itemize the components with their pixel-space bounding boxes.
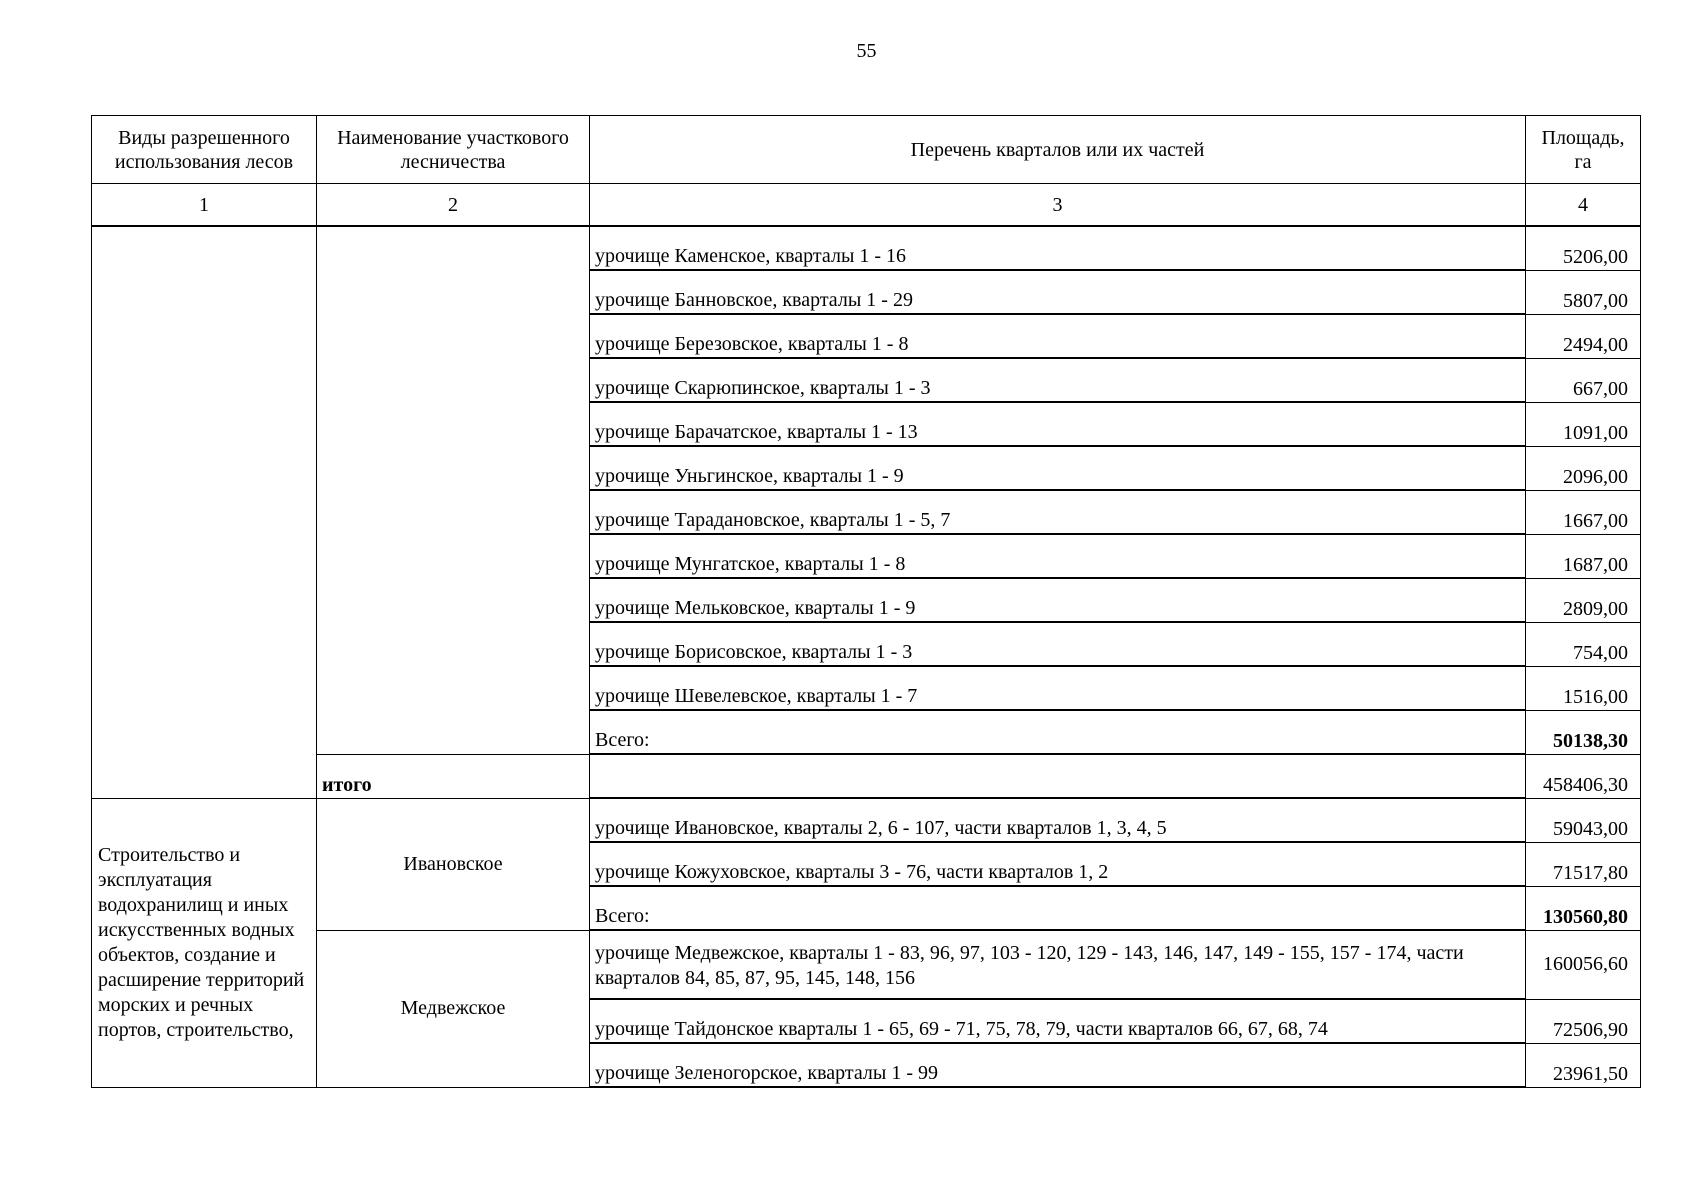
- subtotal-area: 130560,80: [1526, 886, 1641, 930]
- grand-total-empty: [590, 754, 1526, 798]
- area-cell: 1667,00: [1526, 490, 1641, 534]
- column-number-row: [92, 184, 1641, 227]
- quarters-cell: урочище Уньгинское, кварталы 1 - 9: [590, 446, 1526, 490]
- header-quarters-list: Перечень кварталов или их частей: [590, 116, 1526, 184]
- quarters-cell: урочище Ивановское, кварталы 2, 6 - 107, части кварталов 1, 3, 4, 5: [590, 798, 1526, 842]
- use-type-cell: [92, 226, 317, 798]
- quarters-cell: урочище Медвежское, кварталы 1 - 83, 96, 97, 103 - 120, 129 - 143, 146, 147, 149 - 155, 157 - 174, части кварталов 84, 85, 87, 95, 145, 148, 156: [590, 930, 1526, 999]
- grand-total-row: [92, 754, 1641, 798]
- forestry-name-cell: [317, 226, 590, 754]
- forest-quarters-table: [91, 115, 1641, 1088]
- area-cell: 667,00: [1526, 358, 1641, 402]
- area-cell: 59043,00: [1526, 798, 1641, 842]
- area-cell: 160056,60: [1526, 930, 1641, 999]
- area-cell: 2809,00: [1526, 578, 1641, 622]
- header-forestry-name: Наименование участкового лесничества: [317, 116, 590, 184]
- subtotal-area: 50138,30: [1526, 710, 1641, 754]
- quarters-cell: урочище Мунгатское, кварталы 1 - 8: [590, 534, 1526, 578]
- area-cell: 23961,50: [1526, 1043, 1641, 1087]
- area-cell: 1091,00: [1526, 402, 1641, 446]
- quarters-cell: урочище Тарадановское, кварталы 1 - 5, 7: [590, 490, 1526, 534]
- area-cell: 5206,00: [1526, 226, 1641, 270]
- quarters-cell: урочище Мельковское, кварталы 1 - 9: [590, 578, 1526, 622]
- quarters-cell: урочище Барачатское, кварталы 1 - 13: [590, 402, 1526, 446]
- quarters-cell: урочище Борисовское, кварталы 1 - 3: [590, 622, 1526, 666]
- header-use-type: Виды разрешенного использования лесов: [92, 116, 317, 184]
- header-area: Площадь, га: [1526, 116, 1641, 184]
- quarters-cell: урочище Банновское, кварталы 1 - 29: [590, 270, 1526, 314]
- table-row: [92, 798, 1641, 842]
- column-number: 1: [92, 184, 317, 227]
- header-row: [92, 116, 1641, 184]
- column-number: 4: [1526, 184, 1641, 227]
- table-row: [92, 930, 1641, 999]
- subtotal-label: Всего:: [590, 710, 1526, 754]
- forestry-medvezhskoe: Медвежское: [317, 930, 590, 1087]
- grand-total-area: 458406,30: [1526, 754, 1641, 798]
- quarters-cell: урочище Тайдонское кварталы 1 - 65, 69 - 71, 75, 78, 79, части кварталов 66, 67, 68, 74: [590, 999, 1526, 1043]
- quarters-cell: урочище Шевелевское, кварталы 1 - 7: [590, 666, 1526, 710]
- column-number: 2: [317, 184, 590, 227]
- area-cell: 71517,80: [1526, 842, 1641, 886]
- area-cell: 1687,00: [1526, 534, 1641, 578]
- quarters-cell: урочище Каменское, кварталы 1 - 16: [590, 226, 1526, 270]
- area-cell: 2494,00: [1526, 314, 1641, 358]
- use-type-construction: Строительство и эксплуатация водохранилищ и иных искусственных водных объектов, создание и расширение территорий морских и речных портов, строительство,: [92, 798, 317, 1087]
- subtotal-label: Всего:: [590, 886, 1526, 930]
- area-cell: 72506,90: [1526, 999, 1641, 1043]
- area-cell: 754,00: [1526, 622, 1641, 666]
- area-cell: 1516,00: [1526, 666, 1641, 710]
- area-cell: 5807,00: [1526, 270, 1641, 314]
- forestry-ivanovskoe: Ивановское: [317, 798, 590, 930]
- table-row: [92, 226, 1641, 270]
- quarters-cell: урочище Кожуховское, кварталы 3 - 76, части кварталов 1, 2: [590, 842, 1526, 886]
- area-cell: 2096,00: [1526, 446, 1641, 490]
- quarters-cell: урочище Зеленогорское, кварталы 1 - 99: [590, 1043, 1526, 1087]
- column-number: 3: [590, 184, 1526, 227]
- quarters-cell: урочище Березовское, кварталы 1 - 8: [590, 314, 1526, 358]
- quarters-cell: урочище Скарюпинское, кварталы 1 - 3: [590, 358, 1526, 402]
- grand-total-label: итого: [317, 754, 590, 798]
- page-number: 55: [856, 40, 877, 62]
